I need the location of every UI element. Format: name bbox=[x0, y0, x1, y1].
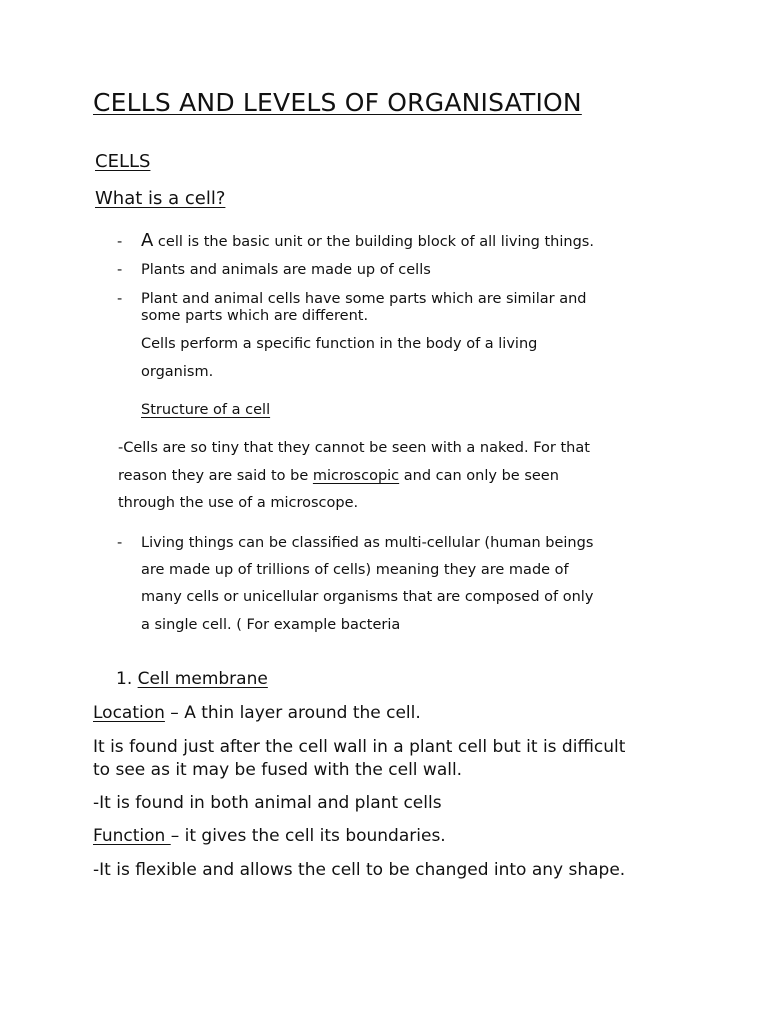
living-line3: many cells or unicellular organisms that are composed of only bbox=[141, 589, 594, 605]
document-title: CELLS AND LEVELS OF ORGANISATION bbox=[93, 88, 582, 117]
bullet-parts-line2: some parts which are different. bbox=[141, 308, 369, 324]
found-line2: to see as it may be fused with the cell wall. bbox=[93, 760, 463, 780]
membrane-title: Cell membrane bbox=[137, 669, 268, 689]
living-line1: Living things can be classified as multi-cellular (human beings bbox=[141, 535, 594, 551]
found-line1: It is found just after the cell wall in a plant cell but it is difficult bbox=[93, 737, 626, 757]
function-label: Function bbox=[93, 826, 171, 846]
bullet-plants-animals: Plants and animals are made up of cells bbox=[141, 262, 431, 278]
bullet-basic-unit bbox=[141, 230, 594, 251]
tiny-line3: through the use of a microscope. bbox=[118, 495, 359, 511]
bullet-text: cell is the basic unit or the building block of all living things. bbox=[153, 234, 594, 250]
membrane-heading bbox=[116, 669, 268, 689]
cells-perform-line1: Cells perform a specific function in the body of a living bbox=[141, 336, 538, 352]
bullet-dash: - bbox=[117, 262, 123, 278]
function-text: – it gives the cell its boundaries. bbox=[170, 826, 446, 846]
bullet-initial-letter: A bbox=[141, 230, 154, 251]
function-line bbox=[93, 826, 446, 846]
tiny-line2-post: and can only be seen bbox=[399, 468, 559, 484]
living-line4: a single cell. ( For example bacteria bbox=[141, 617, 401, 633]
bullet-parts-line1: Plant and animal cells have some parts which are similar and bbox=[141, 291, 587, 307]
section-heading-cells: CELLS bbox=[95, 151, 151, 172]
location-text: – A thin layer around the cell. bbox=[164, 703, 421, 723]
living-line2: are made up of trillions of cells) meaning they are made of bbox=[141, 562, 569, 578]
flexible-line: -It is flexible and allows the cell to be changed into any shape. bbox=[93, 860, 626, 880]
structure-heading: Structure of a cell bbox=[141, 402, 271, 418]
bullet-dash: - bbox=[117, 291, 123, 307]
bullet-dash: - bbox=[117, 535, 123, 551]
location-line bbox=[93, 703, 421, 723]
both-cells-line: -It is found in both animal and plant cells bbox=[93, 793, 442, 813]
bullet-dash: - bbox=[117, 234, 123, 250]
list-number: 1. bbox=[116, 669, 138, 689]
tiny-line1: -Cells are so tiny that they cannot be seen with a naked. For that bbox=[118, 440, 590, 456]
microscopic-term: microscopic bbox=[312, 468, 400, 484]
tiny-line2 bbox=[118, 468, 559, 484]
tiny-line2-pre: reason they are said to be bbox=[118, 468, 313, 484]
question-heading: What is a cell? bbox=[95, 188, 226, 209]
location-label: Location bbox=[93, 703, 165, 723]
cells-perform-line2: organism. bbox=[141, 364, 214, 380]
